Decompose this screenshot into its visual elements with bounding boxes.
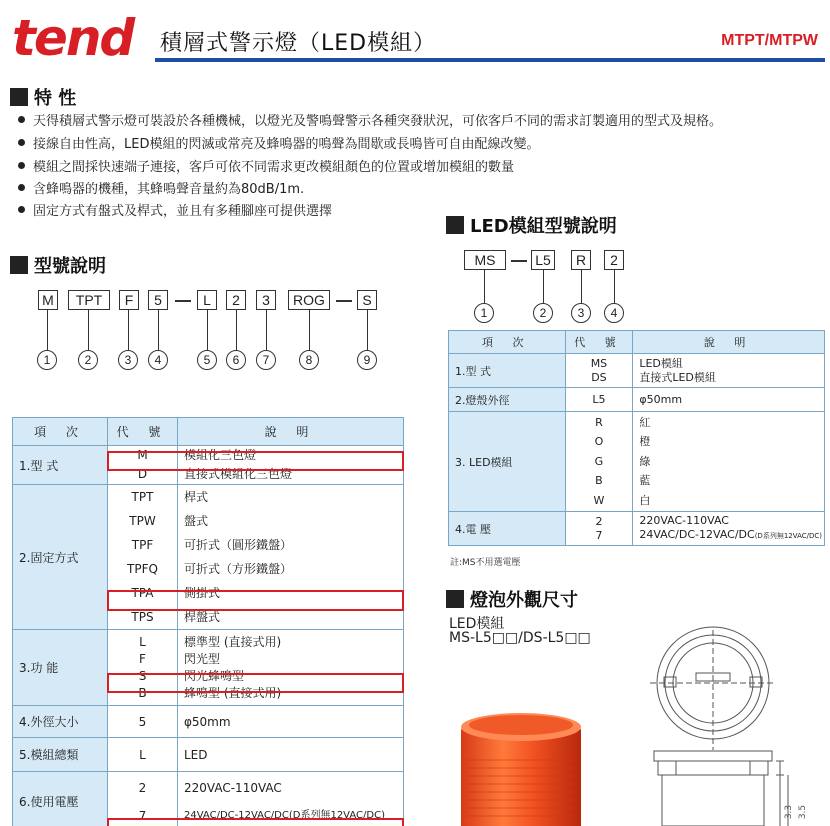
leader-line	[47, 310, 48, 350]
desc: 直接式模組化三色燈	[184, 467, 293, 481]
feature-item	[18, 133, 539, 152]
code: B	[138, 685, 147, 700]
desc: 直接式LED模組	[639, 370, 716, 384]
model-box-8: ROG	[288, 290, 330, 310]
features-heading	[10, 84, 76, 110]
code: TPS	[131, 610, 154, 624]
row-item: 3. LED模組	[449, 412, 566, 512]
callout-circle: 3	[571, 303, 591, 323]
table-header: 說 明	[178, 418, 404, 446]
square-bullet-icon	[446, 590, 464, 608]
model-box-6: 2	[226, 290, 246, 310]
model-box-1: M	[38, 290, 58, 310]
desc: 桿盤式	[184, 610, 221, 624]
code: R	[595, 415, 603, 429]
bullet-icon	[18, 116, 25, 123]
code: W	[593, 493, 605, 507]
led-model-heading	[446, 212, 617, 238]
leader-line	[266, 310, 267, 350]
model-heading	[10, 252, 106, 278]
code: 2	[595, 514, 603, 528]
table-header: 說 明	[633, 331, 825, 354]
row-item: 1.型 式	[449, 354, 566, 388]
callout-circle: 9	[357, 350, 377, 370]
desc: 220VAC-110VAC	[184, 780, 282, 795]
code: L	[108, 738, 178, 772]
code: DS	[591, 370, 607, 384]
square-bullet-icon	[446, 216, 464, 234]
page-title: 積層式警示燈（LED模組）	[160, 31, 437, 56]
callout-circle: 3	[118, 350, 138, 370]
row-item: 2.燈殼外徑	[449, 388, 566, 412]
desc: LED	[178, 738, 404, 772]
callout-circle: 5	[197, 350, 217, 370]
desc: 藍	[639, 474, 651, 488]
code: L5	[565, 388, 633, 412]
desc: 閃光蜂鳴型	[184, 668, 245, 683]
highlight-box	[107, 818, 404, 826]
led-box-3: R	[571, 250, 591, 270]
leader-line	[484, 270, 485, 303]
row-codes	[565, 412, 633, 512]
callout-circle: 1	[474, 303, 494, 323]
code: 7	[595, 528, 603, 542]
row-item: 3.功 能	[13, 630, 108, 706]
highlight-box	[107, 451, 404, 471]
leader-line	[581, 270, 582, 303]
callout-circle: 4	[604, 303, 624, 323]
desc: LED模組	[639, 356, 683, 370]
row-item: 4.電 壓	[449, 512, 566, 546]
code: TPA	[131, 586, 154, 600]
code: 2	[138, 780, 147, 795]
code: TPFQ	[127, 562, 158, 576]
row-descs	[633, 512, 825, 546]
led-model-title: LED模組型號說明	[470, 216, 617, 237]
leader-line	[309, 310, 310, 350]
leader-line	[367, 310, 368, 350]
desc: 標準型 (直接式用)	[184, 634, 282, 649]
model-code: MTPT/MTPW	[721, 32, 818, 49]
callout-circle: 1	[37, 350, 57, 370]
model-spec-table	[12, 417, 404, 826]
leader-line	[236, 310, 237, 350]
table-note: 註:MS不用選電壓	[450, 558, 521, 568]
led-box-4: 2	[604, 250, 624, 270]
feature-text: 固定方式有盤式及桿式，並且有多種腳座可提供選擇	[33, 204, 333, 219]
model-box-5: L	[197, 290, 217, 310]
dash	[175, 300, 191, 302]
code: B	[595, 474, 603, 488]
highlight-box	[107, 673, 404, 693]
code: O	[594, 435, 604, 449]
desc: 可折式（方形鐵盤）	[184, 562, 293, 576]
dimensions-subtitle: LED模組	[449, 616, 505, 632]
features-title: 特 性	[34, 88, 77, 109]
row-descs	[633, 412, 825, 512]
callout-circle: 2	[533, 303, 553, 323]
led-box-1: MS	[464, 250, 506, 270]
dimensions-title: 燈泡外觀尺寸	[470, 590, 578, 611]
callout-circle: 7	[256, 350, 276, 370]
feature-item	[18, 156, 514, 175]
feature-text: 模組之間採快速端子連接，客戶可依不同需求更改模組顏色的位置或增加模組的數量	[33, 160, 515, 175]
highlight-box	[107, 590, 404, 611]
dimensions-models: MS-L5□□/DS-L5□□	[449, 630, 591, 646]
desc: 220VAC-110VAC	[639, 514, 729, 527]
row-item: 6.使用電壓	[13, 772, 108, 826]
desc: 白	[639, 493, 651, 507]
feature-item	[18, 110, 722, 129]
model-box-7: 3	[256, 290, 276, 310]
feature-item	[18, 200, 332, 219]
desc: 橙	[639, 435, 651, 449]
table-header: 項 次	[13, 418, 108, 446]
desc: 綠	[639, 454, 651, 468]
desc-small: (D系列無12VAC/DC)	[754, 532, 822, 540]
code: D	[137, 467, 148, 481]
square-bullet-icon	[10, 88, 28, 106]
dimension-label: 3.3	[784, 804, 795, 820]
code: 5	[108, 706, 178, 738]
dimension-drawing	[636, 625, 826, 826]
led-module-photo	[447, 665, 615, 826]
model-box-4: 5	[148, 290, 168, 310]
desc: 模組化三色燈	[184, 448, 257, 462]
leader-line	[88, 310, 89, 350]
leader-line	[207, 310, 208, 350]
feature-item	[18, 178, 304, 197]
desc: 可折式（圓形鐵盤）	[184, 538, 293, 552]
model-box-2: TPT	[68, 290, 110, 310]
square-bullet-icon	[10, 256, 28, 274]
desc: 桿式	[184, 490, 209, 504]
bullet-icon	[18, 139, 25, 146]
row-codes	[565, 512, 633, 546]
table-header: 代 號	[108, 418, 178, 446]
table-header: 項 次	[449, 331, 566, 354]
desc: φ50mm	[633, 388, 825, 412]
dash	[336, 300, 352, 302]
code: MS	[590, 356, 608, 370]
table-header: 代 號	[565, 331, 633, 354]
leader-line	[158, 310, 159, 350]
model-title: 型號說明	[34, 256, 106, 277]
desc: φ50mm	[178, 706, 404, 738]
row-item: 2.固定方式	[13, 485, 108, 630]
leader-line	[614, 270, 615, 303]
led-box-2: L5	[531, 250, 555, 270]
brand-logo: tend	[12, 9, 134, 67]
code: L	[139, 634, 146, 649]
desc: 蜂鳴型 (直接式用)	[184, 685, 282, 700]
row-descs	[178, 630, 404, 706]
row-item: 4.外徑大小	[13, 706, 108, 738]
desc: 盤式	[184, 514, 209, 528]
feature-text: 天得積層式警示燈可裝設於各種機械，以燈光及警鳴聲警示各種突發狀況，可依客戶不同的需求訂製適用的型式及規格。	[33, 114, 723, 129]
row-codes	[565, 354, 633, 388]
code: F	[139, 651, 146, 666]
model-box-9: S	[357, 290, 377, 310]
callout-circle: 6	[226, 350, 246, 370]
code: M	[137, 448, 148, 462]
row-item: 5.模組總類	[13, 738, 108, 772]
dash	[511, 260, 527, 262]
callout-circle: 8	[299, 350, 319, 370]
desc	[639, 528, 822, 543]
desc: 紅	[639, 415, 651, 429]
bullet-icon	[18, 184, 25, 191]
row-descs	[633, 354, 825, 388]
led-spec-table	[448, 330, 825, 546]
technical-drawing	[636, 625, 826, 826]
desc: 24VAC/DC-12VAC/DC(D系列無12VAC/DC)	[184, 809, 385, 821]
dimensions-heading	[446, 586, 578, 612]
leader-line	[128, 310, 129, 350]
row-codes	[108, 630, 178, 706]
callout-circle: 4	[148, 350, 168, 370]
code: G	[594, 454, 604, 468]
feature-text: 接線自由性高，LED模組的閃滅或常亮及蜂鳴器的鳴聲為間歇或長鳴皆可自由配線改變。	[33, 137, 540, 152]
led-module-image	[447, 665, 615, 826]
desc: 閃光型	[184, 651, 221, 666]
callout-circle: 2	[78, 350, 98, 370]
model-box-3: F	[119, 290, 139, 310]
leader-line	[543, 270, 544, 303]
feature-text: 含蜂鳴器的機種，其蜂鳴聲音量約為80dB/1m.	[33, 182, 305, 197]
bullet-icon	[18, 206, 25, 213]
code: S	[138, 668, 147, 683]
code: TPW	[129, 514, 156, 528]
bullet-icon	[18, 162, 25, 169]
desc-main: 24VAC/DC-12VAC/DC	[639, 528, 755, 541]
dimension-label: 3.5	[798, 804, 809, 820]
code: TPT	[131, 490, 154, 504]
header-divider	[155, 58, 825, 62]
row-item: 1.型 式	[13, 446, 108, 485]
code: TPF	[131, 538, 154, 552]
code: 7	[138, 808, 147, 823]
desc: 側掛式	[184, 586, 221, 600]
